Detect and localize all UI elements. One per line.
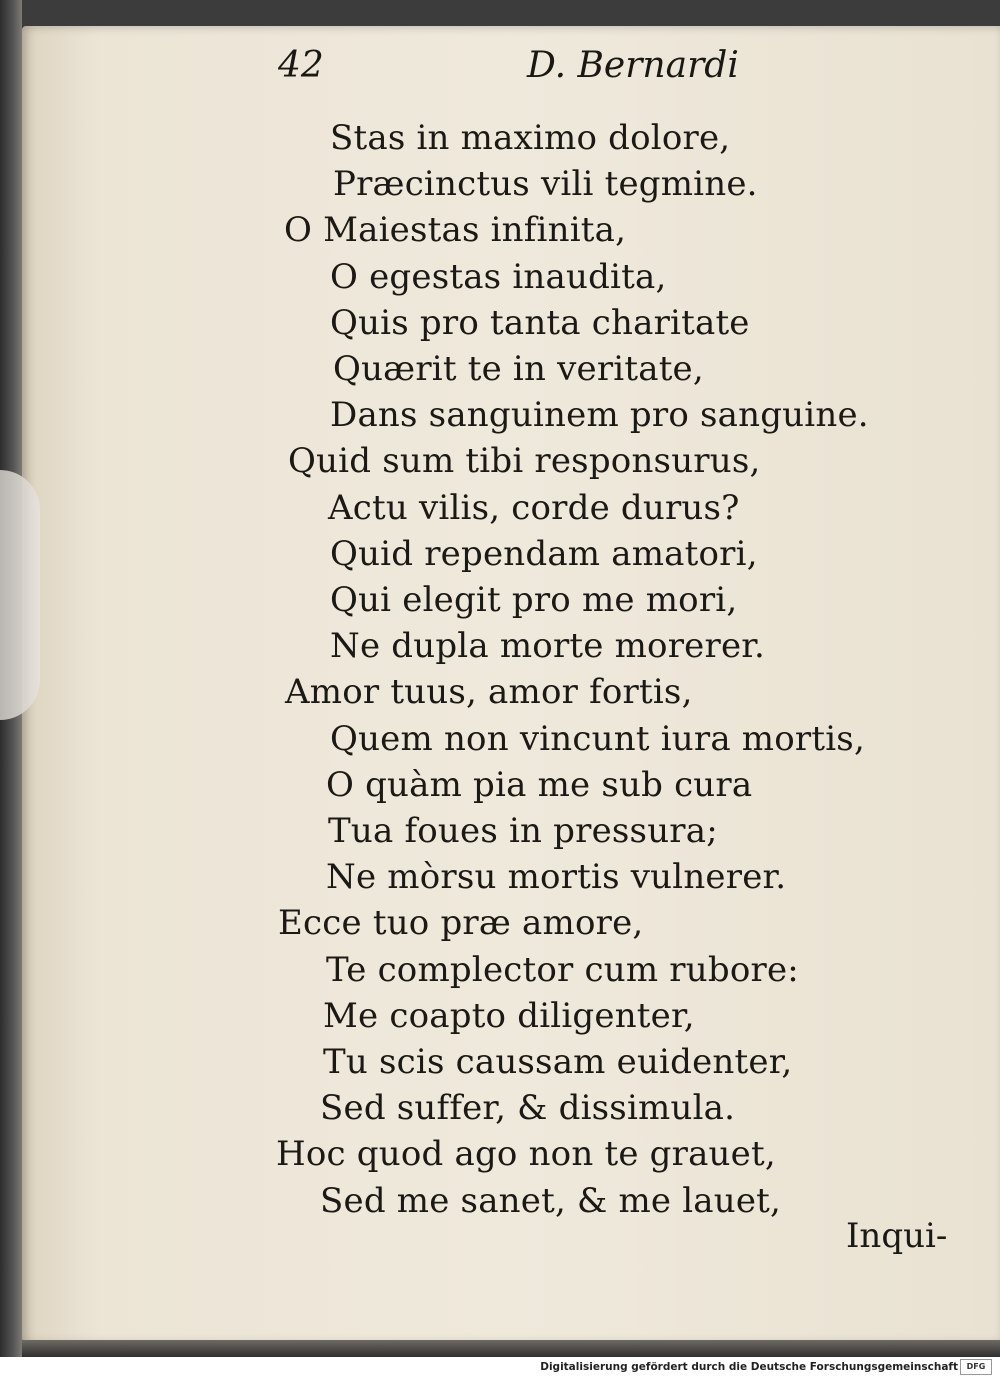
verse-line: O Maiestas infinita, bbox=[284, 210, 627, 250]
verse-line: Quis pro tanta charitate bbox=[330, 303, 750, 343]
dfg-logo: DFG bbox=[960, 1359, 992, 1375]
page-flap bbox=[0, 470, 40, 720]
verse-line: Qui elegit pro me mori, bbox=[330, 580, 738, 620]
verse-line: Sed me sanet, & me lauet, bbox=[320, 1181, 782, 1221]
catchword: Inqui- bbox=[846, 1216, 948, 1256]
verse-line: Hoc quod ago non te grauet, bbox=[276, 1134, 776, 1174]
verse-line: Stas in maximo dolore, bbox=[330, 118, 731, 158]
page-number: 42 bbox=[278, 45, 324, 86]
running-head: D. Bernardi bbox=[527, 45, 739, 86]
verse-line: O egestas inaudita, bbox=[330, 257, 667, 297]
verse-line: Amor tuus, amor fortis, bbox=[285, 672, 693, 712]
verse-line: Quid sum tibi responsurus, bbox=[288, 441, 761, 481]
verse-line: Quem non vincunt iura mortis, bbox=[330, 719, 865, 759]
verse-line: Ecce tuo præ amore, bbox=[278, 903, 644, 943]
verse-line: Te complector cum rubore: bbox=[326, 950, 799, 990]
digitization-credit: Digitalisierung gefördert durch die Deutsche Forschungsgemeinschaft bbox=[540, 1361, 958, 1373]
verse-line: Dans sanguinem pro sanguine. bbox=[330, 395, 869, 435]
verse-line: Quid rependam amatori, bbox=[330, 534, 758, 574]
verse-line: O quàm pia me sub cura bbox=[326, 765, 753, 805]
verse-line: Sed suffer, & dissimula. bbox=[320, 1088, 736, 1128]
verse-line: Me coapto diligenter, bbox=[323, 996, 695, 1036]
page-bottom-edge bbox=[22, 1340, 1000, 1357]
verse-line: Ne dupla morte morerer. bbox=[330, 626, 765, 666]
verse-line: Præcinctus vili tegmine. bbox=[333, 164, 758, 204]
verse-line: Actu vilis, corde durus? bbox=[328, 488, 740, 528]
verse-line: Tua foues in pressura; bbox=[328, 811, 718, 851]
verse-line: Ne mòrsu mortis vulnerer. bbox=[326, 857, 787, 897]
verse-line: Tu scis caussam euidenter, bbox=[323, 1042, 793, 1082]
verse-line: Quærit te in veritate, bbox=[333, 349, 704, 389]
